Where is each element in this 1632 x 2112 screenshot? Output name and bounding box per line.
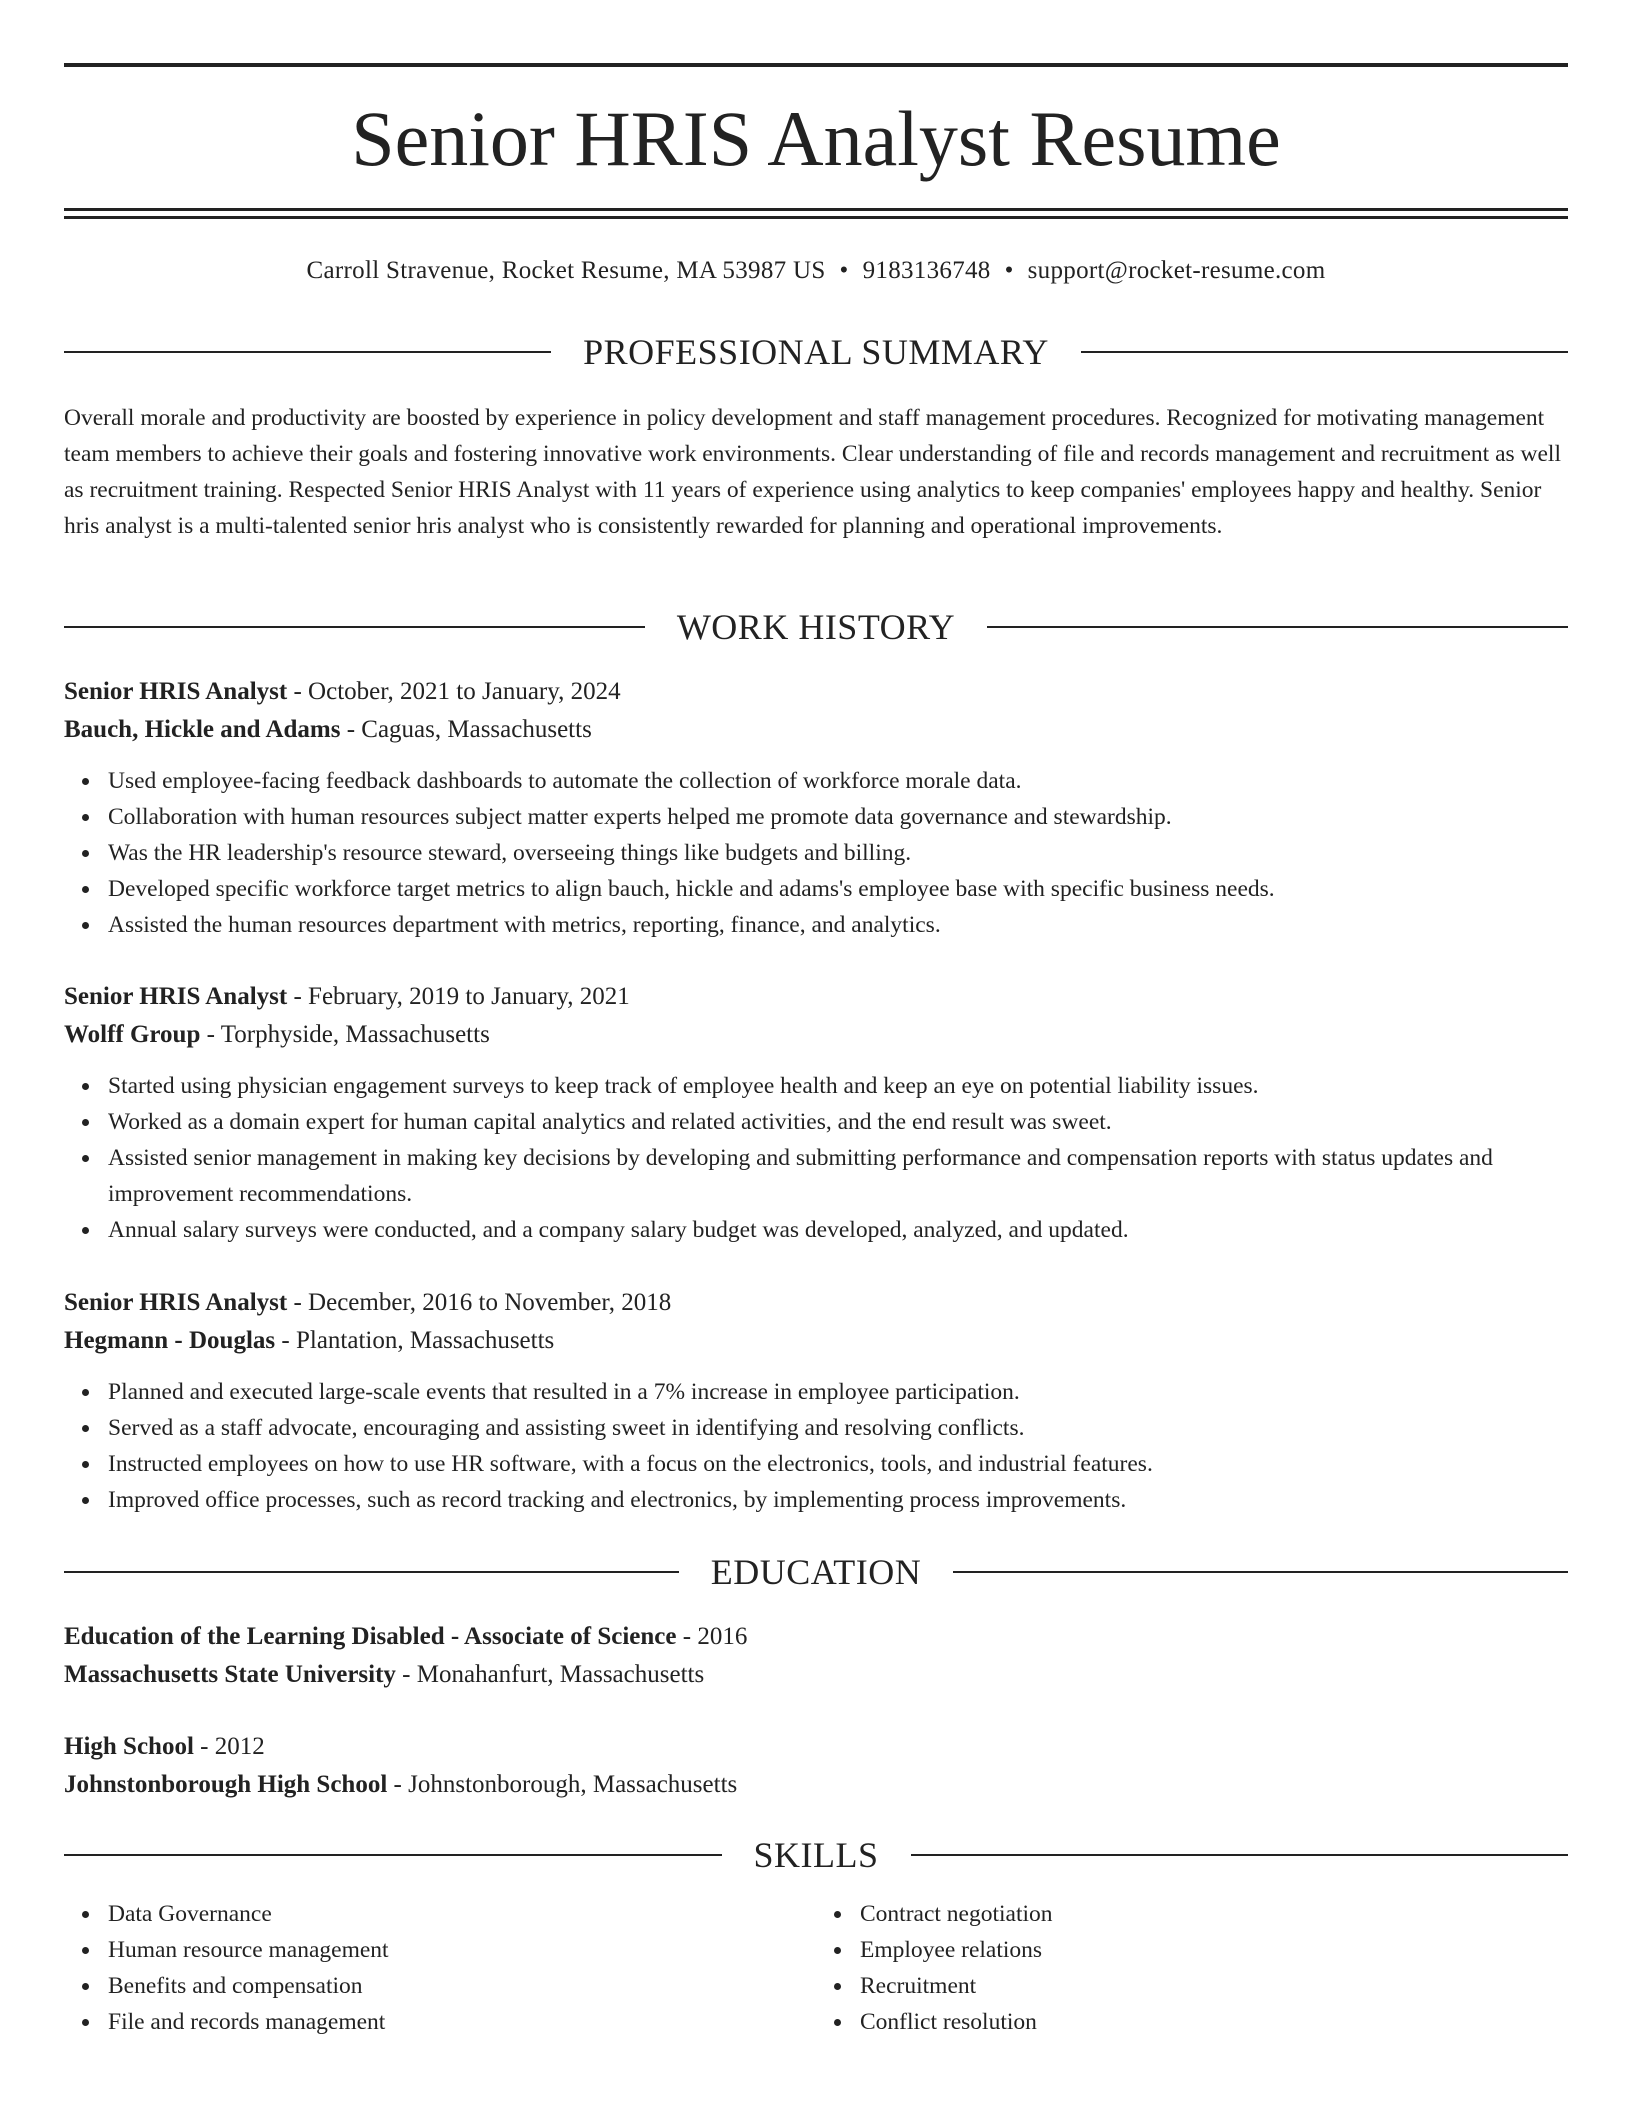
contact-address: Carroll Stravenue, Rocket Resume, MA 53987 US xyxy=(306,257,826,284)
education-entry xyxy=(64,1618,1568,1694)
resume-title: Senior HRIS Analyst Resume xyxy=(351,95,1281,182)
job-company: Bauch, Hickle and Adams xyxy=(64,716,341,743)
header-bottom-rule-2 xyxy=(64,216,1568,219)
contact-email: support@rocket-resume.com xyxy=(1027,257,1326,284)
list-item: Improved office processes, such as record tracking and electronics, by implementing process improvements. xyxy=(108,1482,1568,1518)
education-school-line xyxy=(64,1766,1568,1804)
list-item: Collaboration with human resources subject matter experts helped me promote data governance and stewardship. xyxy=(108,799,1568,835)
skills-list-left xyxy=(64,1896,816,2040)
job-entry xyxy=(64,978,1568,1248)
job-title-line xyxy=(64,673,1568,711)
education-school: Johnstonborough High School xyxy=(64,1771,388,1798)
section-heading-skills xyxy=(64,1833,1568,1877)
skill-item: Recruitment xyxy=(860,1968,1568,2004)
divider xyxy=(64,1571,679,1573)
list-item: Started using physician engagement surveys to keep track of employee health and keep an eye on potential liability issues. xyxy=(108,1068,1568,1104)
education-location: - Monahanfurt, Massachusetts xyxy=(395,1661,705,1688)
job-entry xyxy=(64,1284,1568,1518)
skills-columns xyxy=(64,1896,1568,2040)
job-company-line xyxy=(64,1322,1568,1360)
job-title: Senior HRIS Analyst xyxy=(64,983,288,1010)
job-title: Senior HRIS Analyst xyxy=(64,1289,288,1316)
education-degree: High School xyxy=(64,1733,194,1760)
list-item: Served as a staff advocate, encouraging and assisting sweet in identifying and resolving conflicts. xyxy=(108,1410,1568,1446)
skill-item: Employee relations xyxy=(860,1932,1568,1968)
education-year: - 2012 xyxy=(193,1733,265,1760)
job-dates: - October, 2021 to January, 2024 xyxy=(287,678,621,705)
divider xyxy=(64,626,645,628)
job-title-line xyxy=(64,978,1568,1016)
education-entry xyxy=(64,1728,1568,1804)
divider xyxy=(64,351,551,353)
skill-item: Conflict resolution xyxy=(860,2004,1568,2040)
list-item: Annual salary surveys were conducted, and a company salary budget was developed, analyzed, and updated. xyxy=(108,1212,1568,1248)
skill-item: Human resource management xyxy=(108,1932,816,1968)
list-item: Was the HR leadership's resource steward, overseeing things like budgets and billing. xyxy=(108,835,1568,871)
education-year: - 2016 xyxy=(676,1623,748,1650)
divider xyxy=(953,1571,1568,1573)
list-item: Planned and executed large-scale events that resulted in a 7% increase in employee participation. xyxy=(108,1374,1568,1410)
skill-item: Data Governance xyxy=(108,1896,816,1932)
summary-paragraph: Overall morale and productivity are boosted by experience in policy development and staff management procedures. Recognized for motivating management team members to achieve their goals and fostering innovative work environments. Clear understanding of file and records management and recruitment as well as recruitment training. Respected Senior HRIS Analyst with 11 years of experience using analytics to keep companies' employees happy and healthy. Senior hris analyst is a multi-talented senior hris analyst who is consistently rewarded for planning and operational improvements. xyxy=(64,405,1561,539)
divider xyxy=(1081,351,1568,353)
section-heading-summary xyxy=(64,330,1568,374)
section-title: PROFESSIONAL SUMMARY xyxy=(583,332,1049,372)
contact-line xyxy=(64,255,1568,287)
list-item: Assisted senior management in making key decisions by developing and submitting performance and compensation reports with status updates and improvement recommendations. xyxy=(108,1140,1568,1212)
header-bottom-rule xyxy=(64,208,1568,211)
skill-item: File and records management xyxy=(108,2004,816,2040)
contact-phone: 9183136748 xyxy=(862,257,991,284)
list-item: Worked as a domain expert for human capital analytics and related activities, and the end result was sweet. xyxy=(108,1104,1568,1140)
contact-separator: • xyxy=(839,257,849,284)
section-heading-education xyxy=(64,1550,1568,1594)
education-school-line xyxy=(64,1656,1568,1694)
job-company: Hegmann - Douglas xyxy=(64,1327,276,1354)
skill-item: Contract negotiation xyxy=(860,1896,1568,1932)
education-location: - Johnstonborough, Massachusetts xyxy=(387,1771,738,1798)
education-degree-line xyxy=(64,1728,1568,1766)
section-title: WORK HISTORY xyxy=(676,607,956,647)
section-heading-work xyxy=(64,605,1568,649)
education-degree: Education of the Learning Disabled - Associate of Science xyxy=(64,1623,677,1650)
job-dates: - December, 2016 to November, 2018 xyxy=(287,1289,672,1316)
contact-separator: • xyxy=(1004,257,1014,284)
job-entry xyxy=(64,673,1568,943)
section-title: EDUCATION xyxy=(710,1552,922,1592)
job-bullets xyxy=(64,763,1568,943)
job-company-line xyxy=(64,711,1568,749)
skills-list-right xyxy=(816,1896,1568,2040)
list-item: Used employee-facing feedback dashboards to automate the collection of workforce morale data. xyxy=(108,763,1568,799)
job-title: Senior HRIS Analyst xyxy=(64,678,288,705)
divider xyxy=(987,626,1568,628)
job-company: Wolff Group xyxy=(64,1021,201,1048)
list-item: Instructed employees on how to use HR software, with a focus on the electronics, tools, and industrial features. xyxy=(108,1446,1568,1482)
divider xyxy=(911,1854,1569,1856)
list-item: Developed specific workforce target metrics to align bauch, hickle and adams's employee base with specific business needs. xyxy=(108,871,1568,907)
job-title-line xyxy=(64,1284,1568,1322)
divider xyxy=(64,1854,722,1856)
skill-item: Benefits and compensation xyxy=(108,1968,816,2004)
section-title: SKILLS xyxy=(753,1835,879,1875)
job-bullets xyxy=(64,1068,1568,1248)
job-location: - Caguas, Massachusetts xyxy=(340,716,592,743)
education-degree-line xyxy=(64,1618,1568,1656)
education-school: Massachusetts State University xyxy=(64,1661,396,1688)
header-top-rule xyxy=(64,63,1568,67)
list-item: Assisted the human resources department with metrics, reporting, finance, and analytics. xyxy=(108,907,1568,943)
job-location: - Torphyside, Massachusetts xyxy=(200,1021,490,1048)
job-dates: - February, 2019 to January, 2021 xyxy=(287,983,630,1010)
job-company-line xyxy=(64,1016,1568,1054)
job-bullets xyxy=(64,1374,1568,1518)
job-location: - Plantation, Massachusetts xyxy=(275,1327,555,1354)
